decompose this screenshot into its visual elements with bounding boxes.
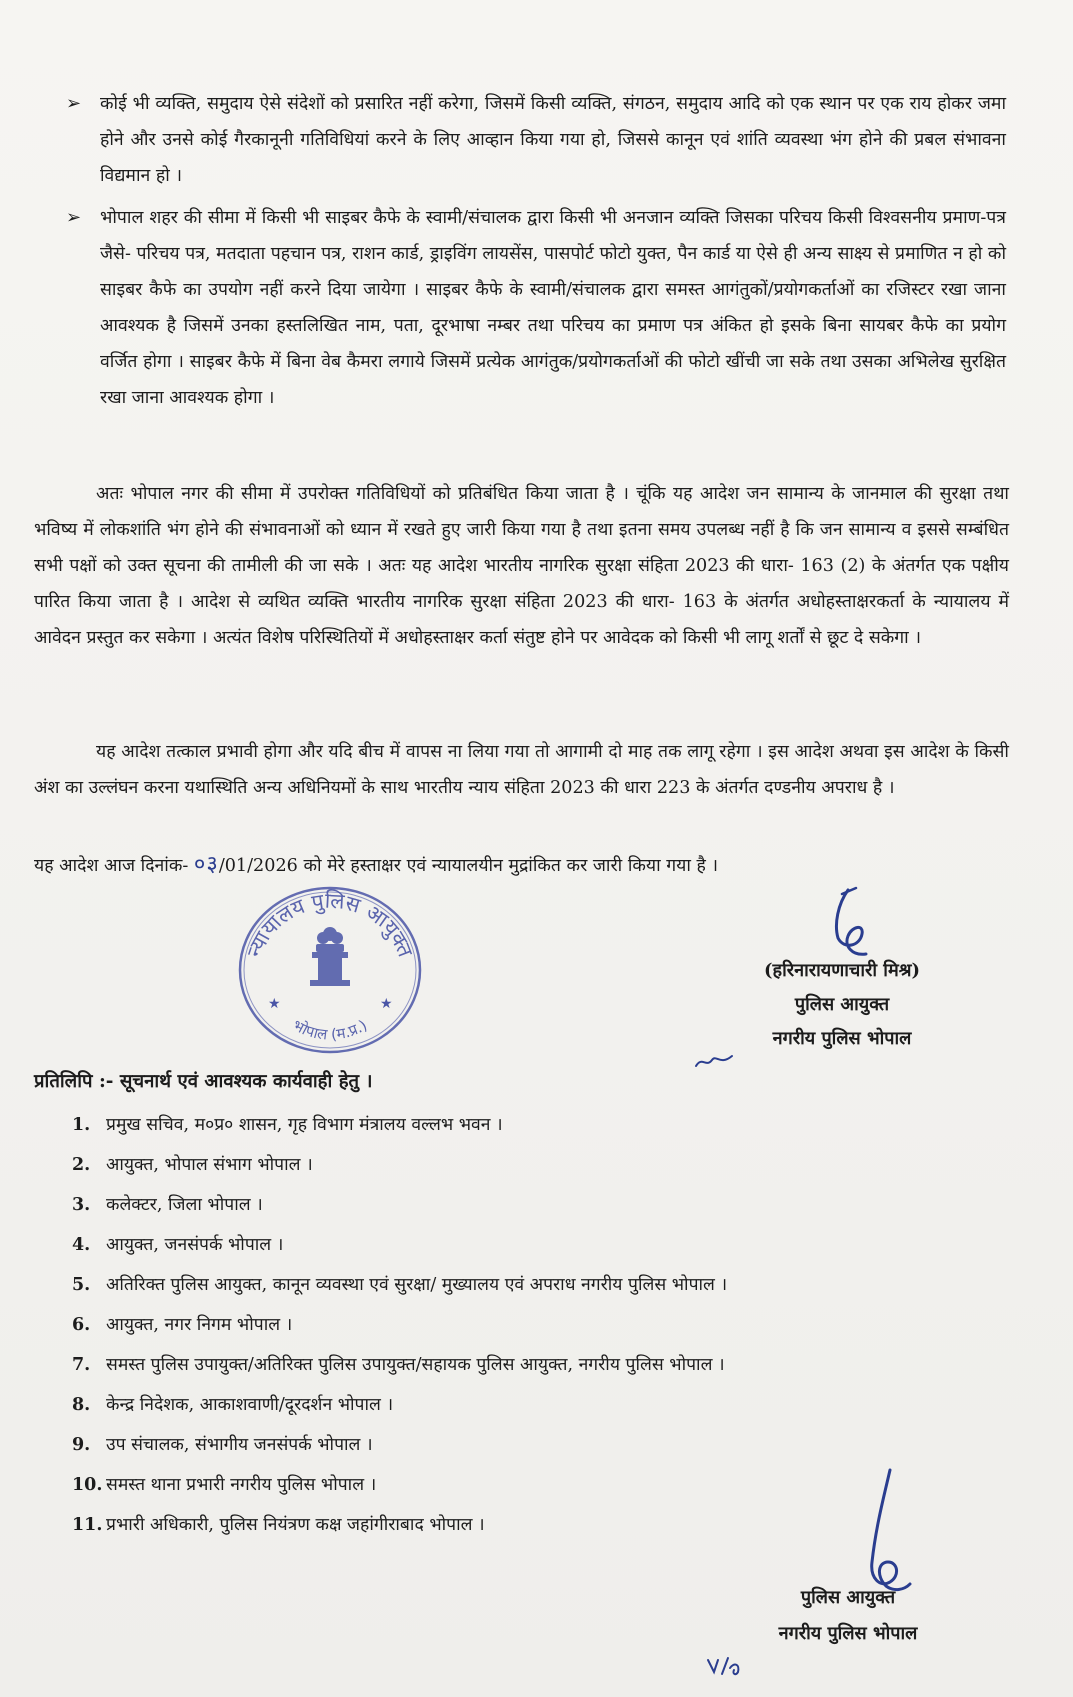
national-emblem-icon [310,927,350,986]
issue-prefix: यह आदेश आज दिनांक- [34,856,189,876]
signatory-name: (हरिनारायणाचारी मिश्र) [764,960,920,981]
handwritten-day: ०३ [193,852,219,877]
issue-suffix: को मेरे हस्ताक्षर एवं न्यायालयीन मुद्रांकित कर जारी किया गया है । [303,856,719,876]
list-item: 10. समस्त थाना प्रभारी नगरीय पुलिस भोपाल । [72,1475,377,1495]
bullet-item [66,200,1006,416]
paragraph-text: यह आदेश तत्काल प्रभावी होगा और यदि बीच में वापस ना लिया गया तो आगामी दो माह तक लागू रहेगा । इस आदेश अथवा इस आदेश के किसी अंश का उल्लंघन करना यथास्थिति अन्य अधिनियमों के साथ भारतीय न्याय संहिता 2023 की धारा 223 के अंतर्गत दण्डनीय अपराध है । [34,742,1009,798]
order-paragraph [34,476,1009,656]
seal-bottom-text: भोपाल (म.प्र.) [289,1015,371,1044]
list-item: 11. प्रभारी अधिकारी, पुलिस नियंत्रण कक्ष जहांगीराबाद भोपाल । [72,1515,485,1535]
list-item: 9. उप संचालक, संभागीय जनसंपर्क भोपाल । [72,1435,373,1455]
list-item: 1. प्रमुख सचिव, म०प्र० शासन, गृह विभाग मंत्रालय वल्लभ भवन । [72,1115,503,1135]
signatory-office: नगरीय पुलिस भोपाल [772,1028,912,1049]
issue-date: /01/2026 [218,856,298,876]
signatory-block [722,954,962,1056]
bullet-text: भोपाल शहर की सीमा में किसी भी साइबर कैफे के स्वामी/संचालक द्वारा किसी भी अनजान व्यक्ति जिसका परिचय किसी विश्वसनीय प्रमाण-पत्र जैसे- परिचय पत्र, मतदाता पहचान पत्र, राशन कार्ड, ड्राइविंग लायसेंस, पासपोर्ट फोटो युक्त, पैन कार्ड या ऐसे ही अन्य साक्ष्य से प्रमाणित न हो को साइबर कैफे का उपयोग नहीं करने दिया जायेगा । साइबर कैफे के स्वामी/संचालक द्वारा समस्त आगंतुकों/प्रयोगकर्ताओं का रजिस्टर रखा जाना आवश्यक है जिसमें उनका हस्तलिखित नाम, पता, दूरभाषा नम्बर तथा परिचय का प्रमाण पत्र अंकित हो इसके बिना सायबर कैफे का प्रयोग वर्जित होगा । साइबर कैफे में बिना वेब कैमरा लगाये जिसमें प्रत्येक आगंतुक/प्रयोगकर्ताओं की फोटो खींची जा सके तथा उसका अभिलेख सुरक्षित रखा जाना आवश्यक होगा । [100,208,1007,408]
bullet-item [66,86,1006,194]
arrow-bullet-icon: ➢ [66,207,82,228]
initial-mark [694,1050,734,1070]
signatory-block-bottom [748,1580,948,1652]
svg-text:भोपाल (म.प्र.) [290,1016,371,1044]
list-item: 3. कलेक्टर, जिला भोपाल । [72,1195,263,1215]
bullet-list [66,86,1006,422]
copy-to-heading: प्रतिलिपि :- सूचनार्थ एवं आवश्यक कार्यवाही हेतु । [34,1071,373,1092]
list-item: 4. आयुक्त, जनसंपर्क भोपाल । [72,1235,284,1255]
signature-mark [846,1466,916,1596]
arrow-bullet-icon: ➢ [66,93,82,114]
signatory-designation: पुलिस आयुक्त [800,1587,896,1608]
list-item: 2. आयुक्त, भोपाल संभाग भोपाल । [72,1155,313,1175]
bullet-text: कोई भी व्यक्ति, समुदाय ऐसे संदेशों को प्रसारित नहीं करेगा, जिसमें किसी व्यक्ति, संगठन, समुदाय आदि को एक स्थान पर एक राय होकर जमा होने और उनसे कोई गैरकानूनी गतिविधियां करने के लिए आव्हान किया गया हो, जिससे कानून एवं शांति व्यवस्था भंग होने की प्रबल संभावना विद्यमान हो । [100,94,1006,186]
signature-mark [808,884,888,962]
signatory-office: नगरीय पुलिस भोपाल [778,1623,918,1644]
paragraph-text: अतः भोपाल नगर की सीमा में उपरोक्त गतिविधियों को प्रतिबंधित किया जाता है । चूंकि यह आदेश जन सामान्य के जानमाल की सुरक्षा तथा भविष्य में लोकशांति भंग होने की संभावनाओं को ध्यान में रखते हुए जारी किया गया है तथा इतना समय उपलब्ध नहीं है कि जन सामान्य व इससे सम्बंधित सभी पक्षों को उक्त सूचना की तामीली की जा सके । अतः यह आदेश भारतीय नागरिक सुरक्षा संहिता 2023 की धारा- 163 (2) के अंतर्गत एक पक्षीय पारित किया जाता है । आदेश से व्यथित व्यक्ति भारतीय नागरिक सुरक्षा संहिता 2023 की धारा- 163 के अंतर्गत अधोहस्ताक्षरकर्ता के न्यायालय में आवेदन प्रस्तुत कर सकेगा । अत्यंत विशेष परिस्थितियों में अधोहस्ताक्षर कर्ता संतुष्ट होने पर आवेदक को किसी भी लागू शर्तों से छूट दे सकेगा । [34,484,1009,648]
list-item: 5. अतिरिक्त पुलिस आयुक्त, कानून व्यवस्था एवं सुरक्षा/ मुख्यालय एवं अपराध नगरीय पुलिस भोपाल । [72,1275,728,1295]
signatory-designation: पुलिस आयुक्त [794,994,890,1015]
issue-date-line [34,848,718,878]
svg-text:★: ★ [380,996,393,1012]
svg-text:★: ★ [268,996,281,1012]
court-seal-stamp [232,880,428,1056]
seal-top-text: न्यायालय पुलिस आयुक्त [242,888,418,961]
copy-to-list [72,1105,972,1545]
validity-paragraph [34,734,1009,806]
list-item: 8. केन्द्र निदेशक, आकाशवाणी/दूरदर्शन भोपाल । [72,1395,394,1415]
initial-mark [704,1652,744,1678]
list-item: 7. समस्त पुलिस उपायुक्त/अतिरिक्त पुलिस उपायुक्त/सहायक पुलिस आयुक्त, नगरीय पुलिस भोपाल । [72,1355,725,1375]
list-item: 6. आयुक्त, नगर निगम भोपाल । [72,1315,293,1335]
